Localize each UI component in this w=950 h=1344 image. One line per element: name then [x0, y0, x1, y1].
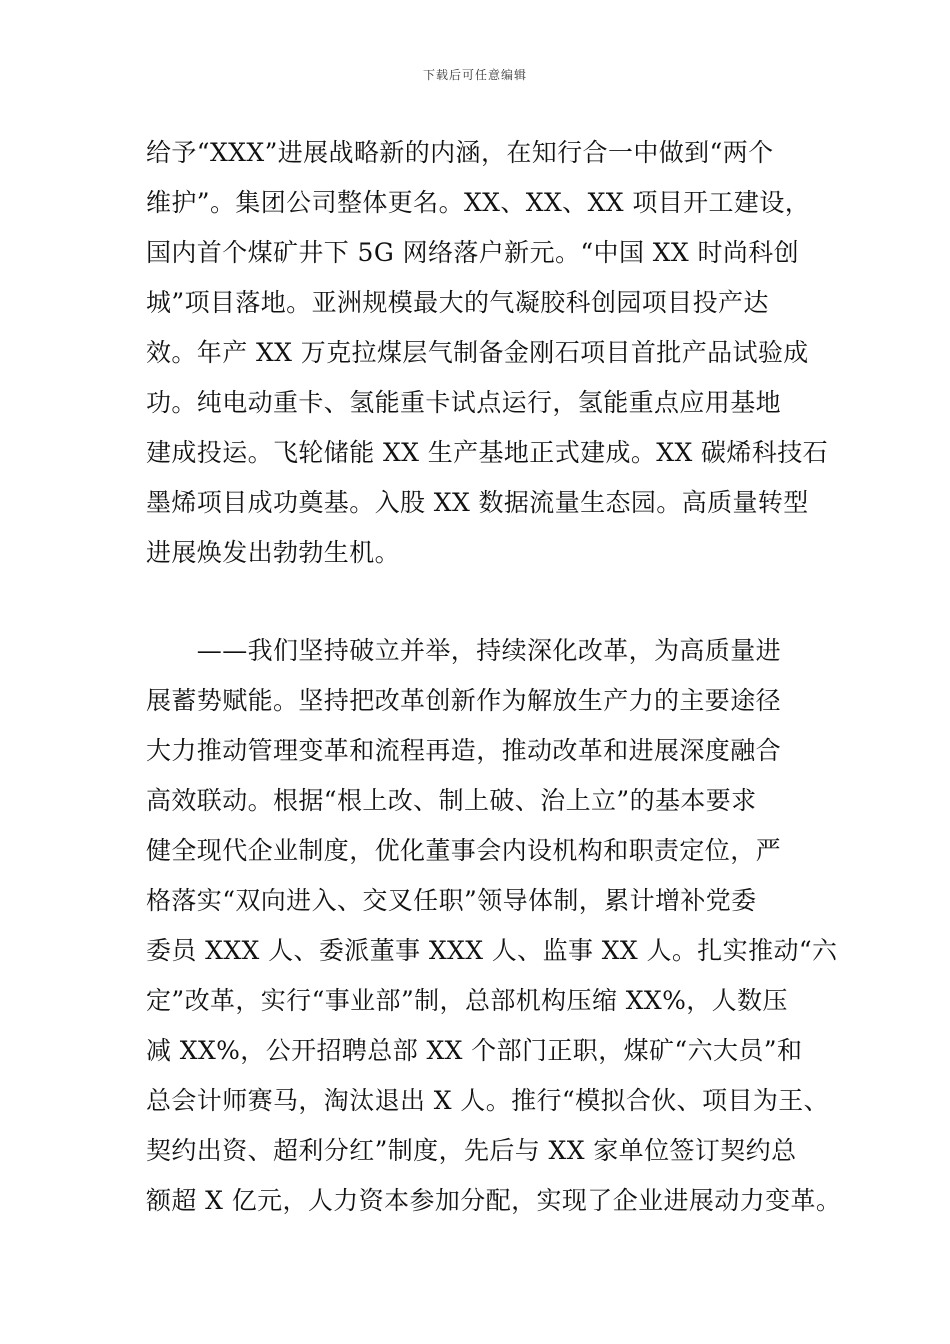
paragraph-1 — [146, 128, 829, 578]
page-header: 下载后可任意编辑 — [422, 68, 527, 82]
text-line: 减 XX%，公开招聘总部 XX 个部门正职，煤矿“六大员”和 — [146, 1036, 803, 1065]
document-body — [146, 128, 842, 1226]
text-line: 委员 XXX 人、委派董事 XXX 人、监事 XX 人。扎实推动“六 — [146, 936, 838, 965]
text-line: 墨烯项目成功奠基。入股 XX 数据流量生态园。高质量转型 — [146, 488, 809, 517]
text-line: 健全现代企业制度，优化董事会内设机构和职责定位，严 — [146, 836, 782, 865]
text-line: 展蓄势赋能。坚持把改革创新作为解放生产力的主要途径 — [146, 686, 782, 715]
text-line: 维护”。集团公司整体更名。XX、XX、XX 项目开工建设， — [146, 188, 811, 217]
text-line: 额超 X 亿元，人力资本参加分配，实现了企业进展动力变革。 — [146, 1186, 842, 1215]
text-line: 格落实“双向进入、交叉任职”领导体制，累计增补党委 — [146, 886, 757, 915]
text-line: 给予“XXX”进展战略新的内涵，在知行合一中做到“两个 — [146, 138, 774, 167]
text-line: ——我们坚持破立并举，持续深化改革，为高质量进 — [146, 636, 782, 665]
text-line: 契约出资、超利分红”制度，先后与 XX 家单位签订契约总 — [146, 1136, 797, 1165]
text-line: 功。纯电动重卡、氢能重卡试点运行，氢能重点应用基地 — [146, 388, 782, 417]
text-line: 城”项目落地。亚洲规模最大的气凝胶科创园项目投产达 — [146, 288, 769, 317]
text-line: 大力推动管理变革和流程再造，推动改革和进展深度融合 — [146, 736, 782, 765]
text-line: 效。年产 XX 万克拉煤层气制备金刚石项目首批产品试验成 — [146, 338, 809, 367]
paragraph-2 — [146, 626, 842, 1226]
paragraph-gap — [146, 578, 816, 626]
text-line: 进展焕发出勃勃生机。 — [146, 538, 401, 567]
text-line: 建成投运。飞轮储能 XX 生产基地正式建成。XX 碳烯科技石 — [146, 438, 829, 467]
text-line: 定”改革，实行“事业部”制，总部机构压缩 XX%，人数压 — [146, 986, 788, 1015]
text-line: 高效联动。根据“根上改、制上破、治上立”的基本要求 — [146, 786, 757, 815]
text-line: 总会计师赛马，淘汰退出 X 人。推行“模拟合伙、项目为王、 — [146, 1086, 830, 1115]
text-line: 国内首个煤矿井下 5G 网络落户新元。“中国 XX 时尚科创 — [146, 238, 800, 267]
